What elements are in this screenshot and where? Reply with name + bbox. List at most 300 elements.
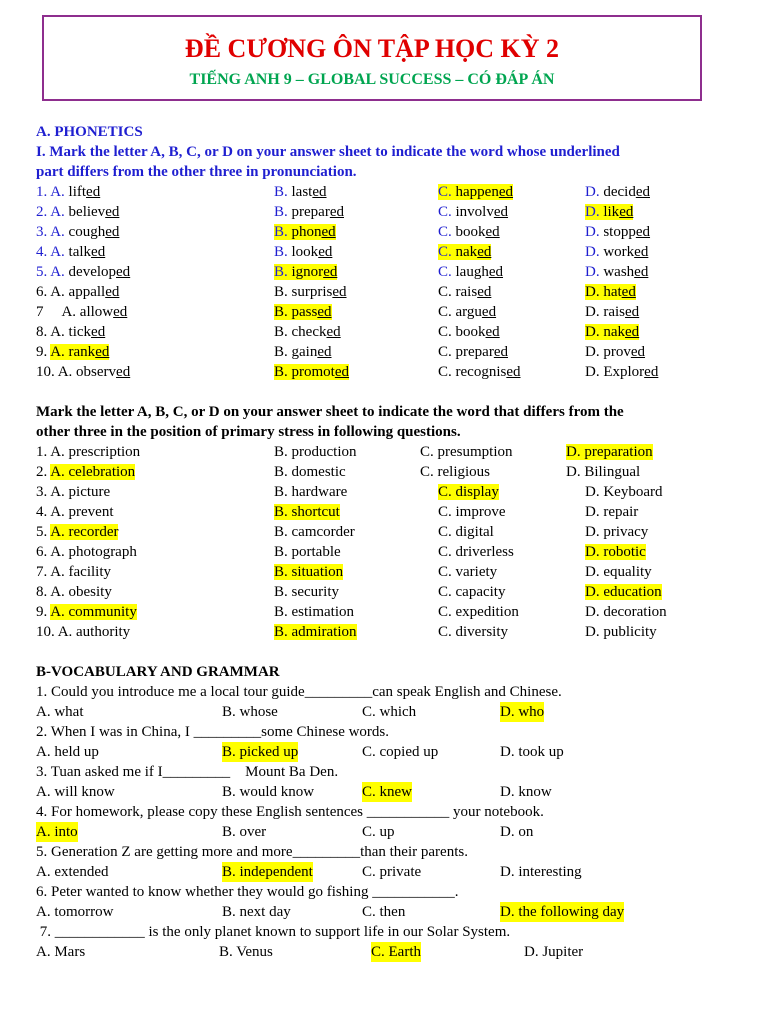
option-text: A. obesity	[50, 584, 112, 600]
option-letter: C.	[438, 304, 456, 320]
word-stem: develop	[68, 264, 117, 280]
option-letter: A.	[61, 304, 80, 320]
stress-option	[36, 622, 130, 642]
option-text	[585, 304, 639, 320]
stress-option	[274, 482, 347, 502]
word-stem: rais	[455, 284, 478, 300]
option-letter: D.	[585, 264, 604, 280]
grammar-option: A. extended	[36, 864, 109, 880]
pronunciation-option	[36, 182, 100, 202]
word-stem: appall	[68, 284, 106, 300]
pronunciation-option	[36, 282, 119, 302]
option-text: D. Keyboard	[585, 484, 663, 500]
word-stem: involv	[455, 204, 494, 220]
option-text: C. capacity	[438, 584, 506, 600]
underlined-ending: ed	[332, 284, 347, 300]
word-stem: nak	[455, 244, 478, 260]
pronunciation-option	[585, 182, 650, 202]
grammar-option: B. picked up	[222, 744, 299, 760]
word-stem: lift	[68, 184, 87, 200]
underlined-ending: ed	[317, 344, 332, 360]
word-stem: prov	[603, 344, 631, 360]
stress-option	[36, 542, 137, 562]
word-stem: prepar	[291, 204, 330, 220]
question-number: 4.	[36, 244, 51, 260]
word-stem: wash	[603, 264, 635, 280]
word-stem: observ	[76, 364, 117, 380]
stress-option	[36, 582, 112, 602]
option-text: C. presumption	[420, 444, 513, 460]
word-stem: rais	[603, 304, 626, 320]
option-letter: B.	[274, 284, 292, 300]
option-letter: C.	[438, 364, 456, 380]
pronunciation-row	[0, 282, 768, 302]
option-text: A. picture	[50, 484, 111, 500]
option-text: D. Bilingual	[566, 464, 641, 480]
pronunciation-option	[438, 302, 496, 322]
question-number: 6.	[36, 284, 51, 300]
pronunciation-option	[274, 342, 332, 362]
stress-option	[585, 562, 652, 582]
option-letter: D.	[585, 224, 604, 240]
pronunciation-option	[36, 342, 109, 362]
option-text	[438, 324, 500, 340]
option-text	[274, 184, 327, 200]
pronunciation-option	[274, 222, 336, 242]
underlined-ending: ed	[477, 244, 492, 260]
grammar-question: 5. Generation Z are getting more and more_________than their parents.	[36, 844, 468, 860]
option-text	[274, 284, 347, 300]
stress-option	[36, 562, 111, 582]
grammar-option: D. took up	[500, 744, 564, 760]
stress-option	[274, 522, 355, 542]
option-letter: C.	[438, 244, 456, 260]
stress-row	[0, 502, 768, 522]
stress-option	[566, 442, 653, 462]
pronunciation-option	[36, 322, 105, 342]
stress-option	[438, 582, 505, 602]
grammar-option: C. up	[362, 824, 395, 840]
stress-option	[274, 602, 354, 622]
option-letter: A.	[50, 244, 69, 260]
word-stem: allow	[79, 304, 114, 320]
word-stem: laugh	[455, 264, 489, 280]
word-stem: nak	[603, 324, 626, 340]
question-number: 7.	[36, 564, 51, 580]
option-text	[438, 364, 521, 380]
option-letter: B.	[274, 204, 292, 220]
stress-option	[438, 602, 519, 622]
stress-row	[0, 522, 768, 542]
stress-option	[438, 562, 497, 582]
underlined-ending: ed	[323, 264, 338, 280]
pronunciation-option	[585, 362, 658, 382]
stress-option	[36, 482, 110, 502]
option-letter: D.	[585, 244, 604, 260]
grammar-option: A. Mars	[36, 944, 86, 960]
word-stem: talk	[68, 244, 92, 260]
word-stem: Explor	[603, 364, 645, 380]
grammar-options-row	[0, 822, 768, 842]
stress-option	[438, 542, 514, 562]
option-text: A. prescription	[50, 444, 141, 460]
grammar-option: C. then	[362, 904, 406, 920]
option-letter: B.	[274, 304, 292, 320]
option-text	[50, 244, 105, 260]
option-text	[438, 204, 508, 220]
underlined-ending: ed	[312, 184, 327, 200]
option-text	[50, 184, 100, 200]
spacer	[47, 304, 61, 320]
word-stem: stopp	[603, 224, 636, 240]
pronunciation-option	[36, 242, 105, 262]
question-number: 4.	[36, 504, 51, 520]
stress-option	[438, 522, 494, 542]
underlined-ending: ed	[634, 264, 649, 280]
option-text: C. religious	[420, 464, 490, 480]
stress-row	[0, 462, 768, 482]
underlined-ending: ed	[329, 204, 344, 220]
option-text: B. situation	[274, 564, 344, 580]
underlined-ending: ed	[91, 324, 106, 340]
option-text: C. diversity	[438, 624, 508, 640]
underlined-ending: ed	[105, 224, 120, 240]
option-letter: A.	[50, 224, 69, 240]
stress-option	[438, 482, 499, 502]
grammar-option: C. knew	[362, 784, 412, 800]
option-letter: A.	[50, 324, 69, 340]
grammar-options-row	[0, 782, 768, 802]
stress-row	[0, 542, 768, 562]
pronunciation-option	[274, 302, 332, 322]
word-stem: cough	[68, 224, 106, 240]
option-text	[58, 364, 131, 380]
grammar-option: A. will know	[36, 784, 115, 800]
grammar-option: A. into	[36, 824, 78, 840]
stress-option	[274, 622, 357, 642]
underlined-ending: ed	[113, 304, 128, 320]
grammar-question: 3. Tuan asked me if I_________ Mount Ba Den.	[36, 764, 339, 780]
grammar-options-row	[0, 742, 768, 762]
underlined-ending: ed	[644, 364, 659, 380]
stress-option	[36, 462, 135, 482]
option-text	[585, 344, 645, 360]
option-letter: C.	[438, 344, 456, 360]
grammar-option: D. know	[500, 784, 552, 800]
option-letter: B.	[274, 364, 292, 380]
underlined-ending: ed	[621, 284, 636, 300]
pronunciation-option	[36, 222, 119, 242]
option-text	[438, 284, 491, 300]
underlined-ending: ed	[105, 204, 120, 220]
option-text	[438, 244, 491, 260]
option-text	[274, 364, 349, 380]
stress-row	[0, 562, 768, 582]
option-text: C. display	[438, 484, 499, 500]
option-text	[274, 324, 341, 340]
option-letter: C.	[438, 264, 456, 280]
option-text	[438, 184, 513, 200]
word-stem: last	[291, 184, 313, 200]
grammar-option: C. copied up	[362, 744, 439, 760]
grammar-option: D. the following day	[500, 904, 625, 920]
pronunciation-option	[438, 262, 503, 282]
underlined-ending: ed	[95, 344, 110, 360]
option-text	[50, 224, 119, 240]
option-text	[274, 244, 332, 260]
option-text: A. facility	[50, 564, 112, 580]
question-number: 10.	[36, 364, 58, 380]
option-letter: D.	[585, 344, 604, 360]
underlined-ending: ed	[625, 304, 640, 320]
stress-row	[0, 442, 768, 462]
option-letter: C.	[438, 204, 456, 220]
underlined-ending: ed	[485, 224, 500, 240]
pronunciation-row	[0, 362, 768, 382]
question-number: 5.	[36, 264, 51, 280]
stress-option	[36, 602, 137, 622]
grammar-options-row	[0, 702, 768, 722]
page-title: ĐỀ CƯƠNG ÔN TẬP HỌC KỲ 2	[184, 34, 560, 63]
pronunciation-option	[274, 262, 337, 282]
stress-option	[585, 502, 638, 522]
underlined-ending: ed	[105, 284, 120, 300]
stress-option	[438, 622, 508, 642]
word-stem: phon	[291, 224, 322, 240]
pronunciation-option	[585, 342, 645, 362]
option-text	[438, 344, 508, 360]
stress-row	[0, 482, 768, 502]
stress-option	[274, 502, 340, 522]
option-text	[50, 204, 119, 220]
option-letter: D.	[585, 324, 604, 340]
option-text	[61, 304, 127, 320]
option-letter: D.	[585, 284, 604, 300]
grammar-options-row	[0, 902, 768, 922]
stress-row	[0, 622, 768, 642]
option-text	[438, 304, 496, 320]
section-b-heading: B-VOCABULARY AND GRAMMAR	[36, 664, 280, 680]
pronunciation-option	[36, 202, 119, 222]
word-stem: book	[455, 324, 486, 340]
option-text: D. education	[585, 584, 662, 600]
option-text: D. decoration	[585, 604, 667, 620]
option-text: B. portable	[274, 544, 341, 560]
option-text: D. preparation	[566, 444, 653, 460]
grammar-option: B. would know	[222, 784, 315, 800]
word-stem: lik	[603, 204, 620, 220]
underlined-ending: ed	[321, 224, 336, 240]
pronunciation-option	[438, 202, 508, 222]
option-text	[585, 324, 639, 340]
option-letter: B.	[274, 184, 292, 200]
option-text	[50, 344, 109, 360]
word-stem: pass	[291, 304, 318, 320]
grammar-option: A. held up	[36, 744, 99, 760]
option-letter: A.	[57, 364, 77, 380]
underlined-ending: ed	[625, 324, 640, 340]
underlined-ending: ed	[334, 364, 350, 380]
word-stem: rank	[68, 344, 96, 360]
question-number: 8.	[36, 324, 51, 340]
option-text	[585, 364, 658, 380]
underlined-ending: ed	[498, 184, 514, 200]
pronunciation-option	[274, 282, 347, 302]
question-number: 7	[36, 304, 48, 320]
stress-row	[0, 582, 768, 602]
pronunciation-row	[0, 302, 768, 322]
underlined-ending: ed	[488, 264, 504, 280]
option-letter: B.	[274, 344, 292, 360]
grammar-option: A. tomorrow	[36, 904, 114, 920]
underlined-ending: ed	[86, 184, 101, 200]
question-number: 9.	[36, 344, 51, 360]
stress-option	[36, 442, 140, 462]
question-number: 10.	[36, 624, 58, 640]
question-number: 1.	[36, 184, 51, 200]
option-text	[274, 204, 344, 220]
option-letter: C.	[438, 324, 456, 340]
word-stem: ignor	[291, 264, 324, 280]
stress-option	[585, 582, 662, 602]
option-text: A. prevent	[50, 504, 114, 520]
grammar-option: A. what	[36, 704, 84, 720]
option-text: D. repair	[585, 504, 639, 520]
option-text	[438, 224, 500, 240]
option-letter: D.	[585, 364, 604, 380]
title-box	[42, 15, 702, 101]
option-letter: C.	[438, 184, 456, 200]
grammar-options-row	[0, 862, 768, 882]
option-letter: A.	[50, 264, 69, 280]
word-stem: book	[455, 224, 486, 240]
question-number: 9.	[36, 604, 51, 620]
underlined-ending: ed	[116, 364, 131, 380]
pronunciation-row	[0, 322, 768, 342]
option-text	[274, 344, 332, 360]
option-text: A. photograph	[50, 544, 137, 560]
grammar-option: C. which	[362, 704, 417, 720]
grammar-option: D. who	[500, 704, 545, 720]
grammar-options-row	[0, 942, 768, 962]
option-text: C. digital	[438, 524, 494, 540]
word-stem: recognis	[455, 364, 507, 380]
option-text	[50, 324, 105, 340]
option-text: A. recorder	[50, 524, 119, 540]
grammar-question: 7. ____________ is the only planet known to support life in our Solar System.	[36, 924, 511, 940]
word-stem: hat	[603, 284, 622, 300]
option-letter: A.	[50, 284, 69, 300]
pronunciation-option	[274, 202, 344, 222]
underlined-ending: ed	[326, 324, 341, 340]
phonetics-instruction-2: part differs from the other three in pronunciation.	[36, 164, 357, 180]
grammar-option: B. next day	[222, 904, 291, 920]
option-text	[585, 264, 648, 280]
option-text: B. shortcut	[274, 504, 340, 520]
option-text: C. expedition	[438, 604, 519, 620]
stress-option	[438, 502, 506, 522]
underlined-ending: ed	[477, 284, 492, 300]
page-subtitle: TIẾNG ANH 9 – GLOBAL SUCCESS – CÓ ĐÁP ÁN	[189, 71, 555, 88]
grammar-option: B. over	[222, 824, 267, 840]
pronunciation-row	[0, 202, 768, 222]
underlined-ending: ed	[635, 184, 650, 200]
option-text: C. driverless	[438, 544, 514, 560]
underlined-ending: ed	[619, 204, 634, 220]
underlined-ending: ed	[318, 244, 333, 260]
option-letter: A.	[50, 344, 69, 360]
word-stem: surpris	[291, 284, 333, 300]
word-stem: tick	[68, 324, 92, 340]
underlined-ending: ed	[116, 264, 131, 280]
stress-option	[420, 462, 490, 482]
word-stem: promot	[291, 364, 335, 380]
option-text	[585, 284, 636, 300]
underlined-ending: ed	[635, 224, 651, 240]
stress-option	[274, 442, 357, 462]
word-stem: prepar	[455, 344, 494, 360]
pronunciation-option	[585, 202, 633, 222]
pronunciation-row	[0, 262, 768, 282]
stress-option	[585, 542, 646, 562]
question-number: 6.	[36, 544, 51, 560]
pronunciation-option	[438, 222, 500, 242]
grammar-option: D. interesting	[500, 864, 582, 880]
option-text	[274, 224, 336, 240]
option-text: A. community	[50, 604, 137, 620]
option-text: A. celebration	[50, 464, 136, 480]
option-text	[438, 264, 503, 280]
stress-option	[585, 622, 657, 642]
stress-row	[0, 602, 768, 622]
stress-option	[585, 482, 662, 502]
word-stem: decid	[603, 184, 636, 200]
underlined-ending: ed	[485, 324, 500, 340]
option-text	[585, 184, 650, 200]
pronunciation-option	[274, 322, 341, 342]
pronunciation-row	[0, 182, 768, 202]
stress-option	[36, 522, 118, 542]
pronunciation-option	[36, 302, 127, 322]
question-number: 8.	[36, 584, 51, 600]
question-number: 2.	[36, 204, 51, 220]
option-letter: A.	[50, 204, 69, 220]
grammar-question: 4. For homework, please copy these English sentences ___________ your notebook.	[36, 804, 544, 820]
option-text: D. publicity	[585, 624, 657, 640]
grammar-option: D. on	[500, 824, 534, 840]
stress-option	[274, 582, 339, 602]
underlined-ending: ed	[634, 244, 649, 260]
pronunciation-option	[438, 182, 513, 202]
stress-option	[566, 462, 640, 482]
pronunciation-option	[585, 302, 639, 322]
word-stem: work	[603, 244, 635, 260]
pronunciation-option	[585, 242, 648, 262]
pronunciation-option	[438, 242, 491, 262]
stress-instruction-2: other three in the position of primary stress in following questions.	[36, 424, 461, 440]
option-text	[585, 204, 633, 220]
option-text: D. robotic	[585, 544, 646, 560]
grammar-option: B. Venus	[219, 944, 273, 960]
option-text	[274, 264, 337, 280]
word-stem: look	[291, 244, 319, 260]
pronunciation-option	[585, 322, 639, 342]
pronunciation-option	[438, 322, 500, 342]
underlined-ending: ed	[493, 204, 509, 220]
option-text: B. estimation	[274, 604, 354, 620]
grammar-option: C. Earth	[371, 944, 421, 960]
option-text	[50, 264, 130, 280]
